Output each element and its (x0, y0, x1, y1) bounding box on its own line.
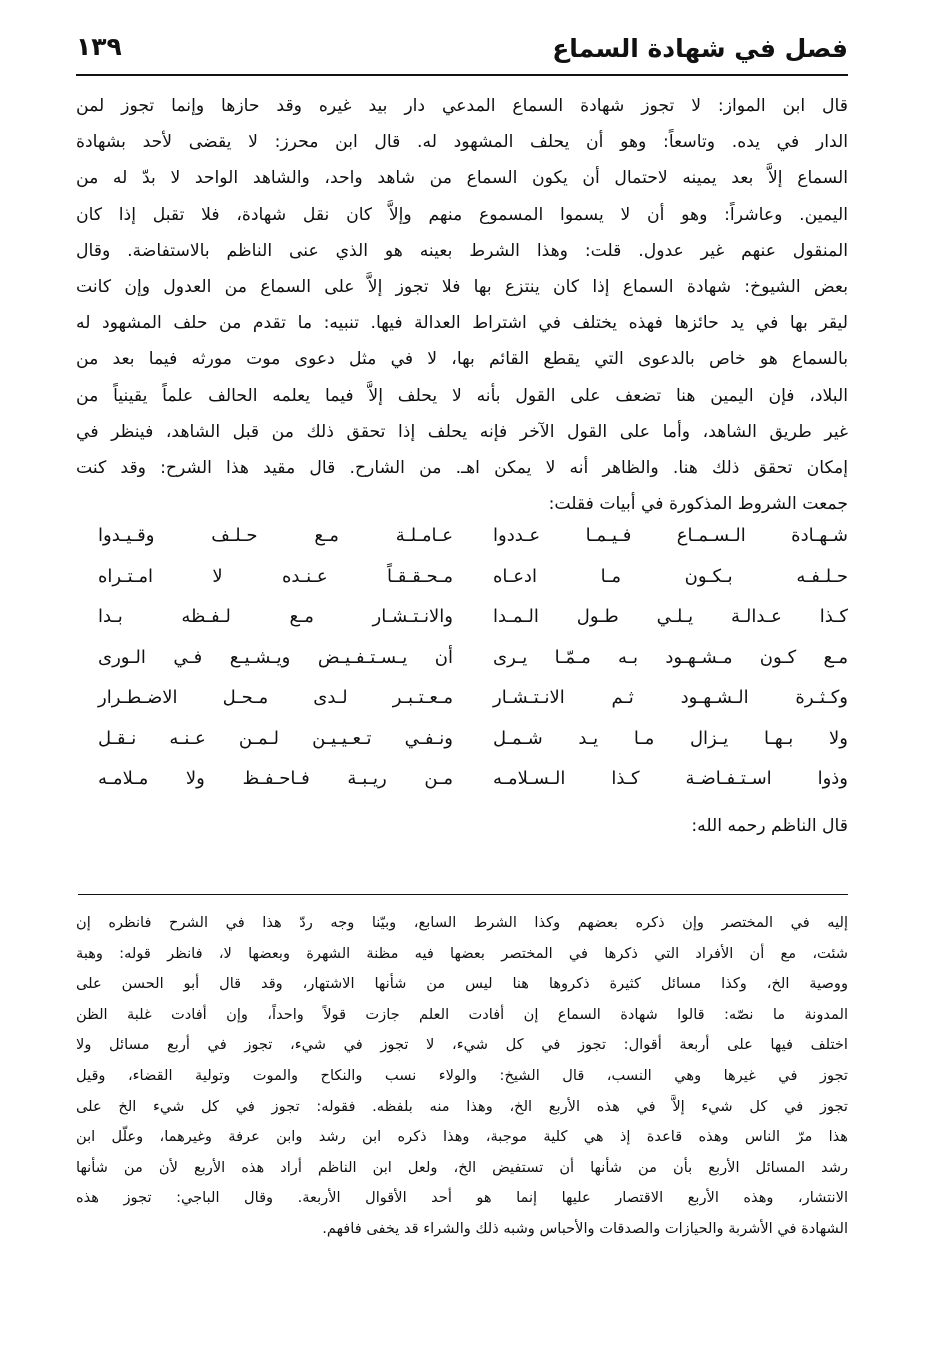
footnote-line: الانتشار، وهذه الأربع الاقتصار عليها إنما هو أحد الأقوال الأربعة. وقال الباجي: تجوز هذه (76, 1189, 848, 1207)
verse-second-hemistich: مـعـتـبـر لـدى مـحـل الاضـطـرار (98, 687, 453, 708)
footnote-line: ووصية الخ، وكذا مسائل كثيرة ذكروها هنا ليس من شأنها الاشتهار، وقد قال أبو الحسن على (76, 975, 848, 993)
footnote-line: شئت، مع أن الأفراد التي ذكرها في المختصر بعضها فيه مظنة الشهرة وبعضها لا، فانظر قوله: وهبة (76, 944, 848, 962)
footnotes (76, 908, 848, 1245)
footnote-line: هذا مرّ الناس وهذه قاعدة إذ هي كلية موجبة، وهذا ذكره ابن رشد وابن عرفة وغيرهما، وعلّل ابن (76, 1128, 848, 1146)
poem (76, 516, 848, 800)
text-line: السماع إلاَّ بعد يمينه لاحتمال أن يكون السماع من شاهد واحد، والشاهد الواحد لا بدّ له من (76, 168, 848, 189)
verse-first-hemistich: حـلـفـه بـكـون مـا ادعـاه (493, 565, 848, 587)
poem-verse (76, 557, 848, 598)
poem-verse (76, 597, 848, 638)
text-line: بالسماع هو خاص بالدعوى التي يقطع القائم بها، لا في مثل دعوى موت مورثه فيما بعد من (76, 349, 848, 370)
poem-verse (76, 638, 848, 679)
main-text (76, 88, 848, 522)
verse-first-hemistich: ولا بـهـا يـزال مـا يـد شـمـل (493, 727, 848, 749)
verse-second-hemistich: مـحـقـقـاً عـنـده لا امـتـراه (98, 565, 453, 587)
poem-verse (76, 759, 848, 800)
poem-verse (76, 678, 848, 719)
text-line: غير طريق الشاهد، وأما على القول الآخر فإنه يحلف إذا تحقق ذلك من قبل الشاهد، فينظر في (76, 421, 848, 442)
text-line: المنقول عنهم غير عدول. قلت: وهذا الشرط بعينه هو الذي عنى الناظم بالاستفاضة. وقال (76, 240, 848, 261)
running-title: فصل في شهادة السماع (552, 34, 848, 63)
page-number: ١٣٩ (76, 32, 122, 61)
verse-second-hemistich: عـامـلـة مـع حـلـف وقـيـدوا (98, 525, 453, 546)
text-line: البلاد، فإن اليمين هنا تضعف على القول بأنه لا يحلف إلاَّ فيما يعلمه الحالف علماً يقينياً من (76, 385, 848, 406)
text-line: جمعت الشروط المذكورة في أبيات فقلت: (548, 494, 848, 515)
verse-second-hemistich: مـن ريـبـة فـاحـفـظ ولا مـلامـه (98, 768, 453, 789)
page-header (76, 30, 848, 76)
verse-first-hemistich: كـذا عـدالـة يـلـي طـول الـمـدا (493, 606, 848, 627)
poem-closing-line: قال الناظم رحمه الله: (691, 816, 848, 836)
footnote-line: تجوز في غيرها وهي النسب، قال الشيخ: والولاء نسب والنكاح والموت وتولية القضاء، وقيل (76, 1066, 848, 1084)
verse-second-hemistich: ونـفـي تـعـيـيـن لـمـن عـنـه نـقـل (98, 727, 453, 749)
footnote-line: إليه في المختصر وإن ذكره بعضهم وكذا الشرط السابع، وبيّنا وجه ردّ هذا في الشرح فانظره إن (76, 914, 848, 931)
footnote-divider (78, 894, 848, 895)
poem-verse (76, 719, 848, 760)
text-line: إمكان تحقق ذلك هنا. والظاهر أنه لا يمكن اهـ. من الشارح. قال مقيد هذا الشرح: وقد كنت (76, 457, 848, 478)
text-line: قال ابن المواز: لا تجوز شهادة السماع المدعي دار بيد غيره وقد حازها وإنما تجوز لمن (76, 96, 848, 116)
text-line: ليقر بها في يد حائزها فهذه يختلف في اشتراط العدالة فيها. تنبيه: ما تقدم من حلف المشهود له (76, 313, 848, 334)
footnote-line: تجوز في كل شيء إلاَّ في هذه الأربع الخ، وهذا منه بلفظه. فقوله: تجوز في كل شيء الخ على (76, 1097, 848, 1115)
poem-verse (76, 516, 848, 557)
verse-first-hemistich: مـع كـون مـشـهـود بـه مـمّـا يـرى (493, 646, 848, 668)
footnote-line: رشد المسائل الأربع بأن من شأنها أن تستفيض الخ، ولعل ابن الناظم أراد هذه الأربع لأن من شأنها (76, 1158, 848, 1176)
verse-second-hemistich: أن يـسـتـفـيـض ويـشـيـع فـي الـورى (98, 646, 453, 668)
verse-first-hemistich: وكـثـرة الـشـهـود ثـم الانـتـشـار (493, 687, 848, 708)
footnote-line: المدونة ما نصّه: قالوا شهادة السماع إن أفادت العلم جازت قولاً واحداً، وإن أفادت غلبة الظن (76, 1005, 848, 1023)
footnote-line: اختلف فيها على أربعة أقوال: تجوز في كل شيء، لا تجوز في شيء، تجوز في أربع مسائل ولا (76, 1036, 848, 1054)
text-line: الدار في يده. وتاسعاً: وهو أن يحلف المشهود له. قال ابن محرز: لا يقضى لأحد بشهادة (76, 132, 848, 153)
text-line: بعض الشيوخ: شهادة السماع إذا كان ينتزع بها فلا تجوز إلاَّ على السماع من العدول وإن كانت (76, 276, 848, 297)
footnote-line: الشهادة في الأشربة والحيازات والصدقات والأحباس وشبه ذلك والشراء قد يخفى فافهم. (322, 1219, 848, 1237)
verse-second-hemistich: والانـتـشـار مـع لـفـظه بـدا (98, 606, 453, 627)
text-line: اليمين. وعاشراً: وهو أن لا يسموا المسموع منهم وإلاَّ كان نقل شهادة، فلا تقبل إذا كان (76, 204, 848, 225)
verse-first-hemistich: وذوا اسـتـفـاضـة كـذا الـسـلامـه (493, 768, 848, 789)
verse-first-hemistich: شـهـادة الـسـمـاع فـيـمـا عـددوا (493, 525, 848, 546)
